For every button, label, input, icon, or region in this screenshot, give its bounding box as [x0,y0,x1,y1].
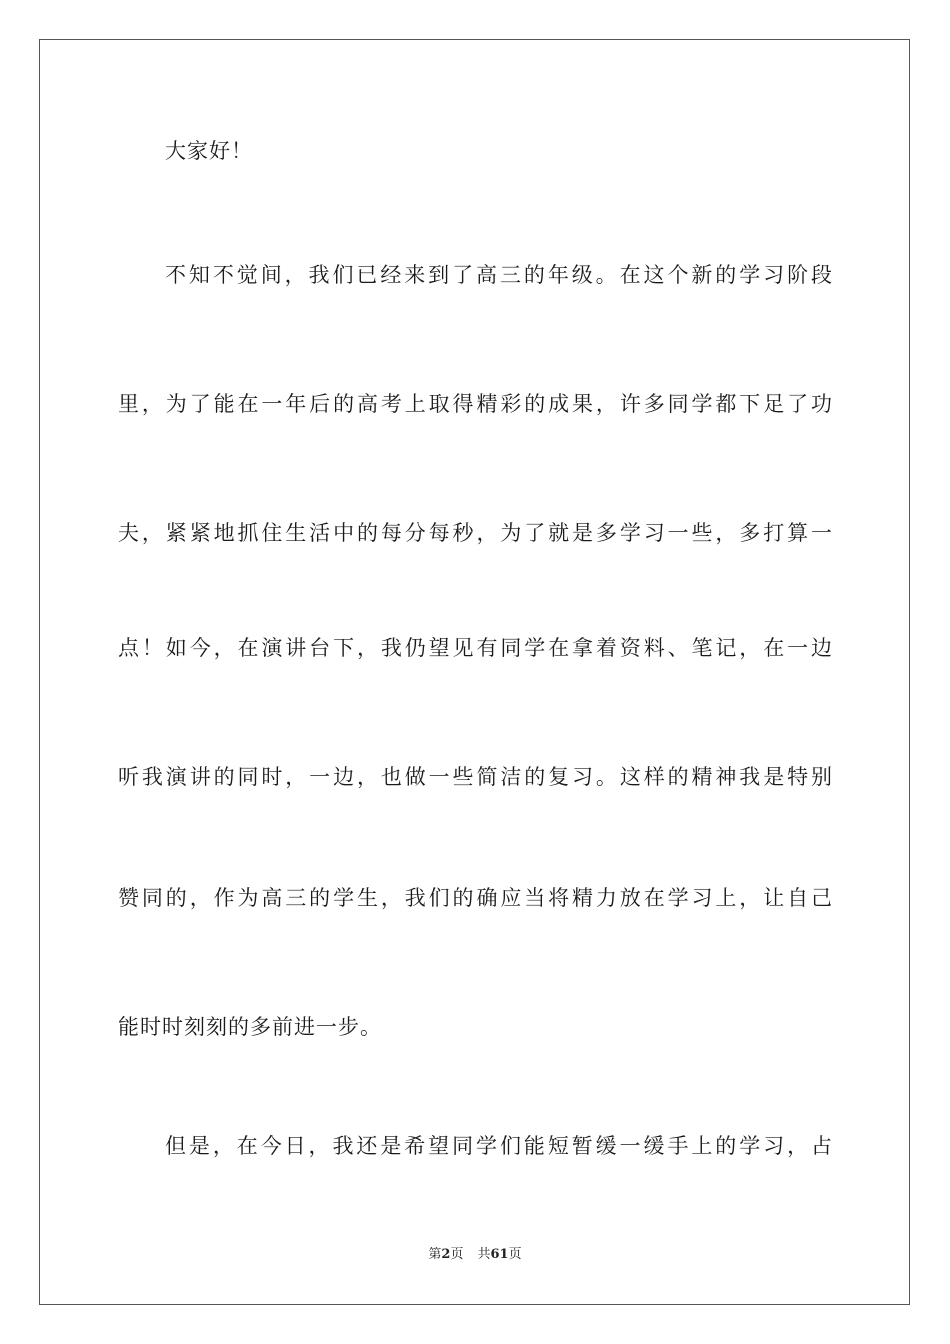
total-pages: 61 [490,1247,509,1262]
greeting-line: 大家好！ [165,139,253,163]
paragraph-1-line-3: 夫，紧紧地抓住生活中的每分每秒，为了就是多学习一些，多打算一 [118,521,833,545]
page-number: 2 [441,1247,451,1262]
page-footer [0,1245,950,1265]
paragraph-1-line-2: 里，为了能在一年后的高考上取得精彩的成果，许多同学都下足了功 [118,392,833,416]
page-border [39,39,910,1305]
total-label-prefix: 共 [477,1247,491,1262]
paragraph-1-line-7: 能时时刻刻的多前进一步。 [118,1015,382,1039]
total-label-suffix: 页 [508,1247,522,1262]
paragraph-1-line-1: 不知不觉间，我们已经来到了高三的年级。在这个新的学习阶段 [165,263,833,287]
paragraph-1-line-6: 赞同的，作为高三的学生，我们的确应当将精力放在学习上，让自己 [118,886,833,910]
paragraph-1-line-5: 听我演讲的同时，一边，也做一些简洁的复习。这样的精神我是特别 [118,765,833,789]
paragraph-1-line-4: 点！如今，在演讲台下，我仍望见有同学在拿着资料、笔记，在一边 [118,636,833,660]
page-label-prefix: 第 [428,1247,442,1262]
page-label-suffix: 页 [450,1247,464,1262]
paragraph-2-line-1: 但是，在今日，我还是希望同学们能短暂缓一缓手上的学习，占 [165,1134,833,1158]
